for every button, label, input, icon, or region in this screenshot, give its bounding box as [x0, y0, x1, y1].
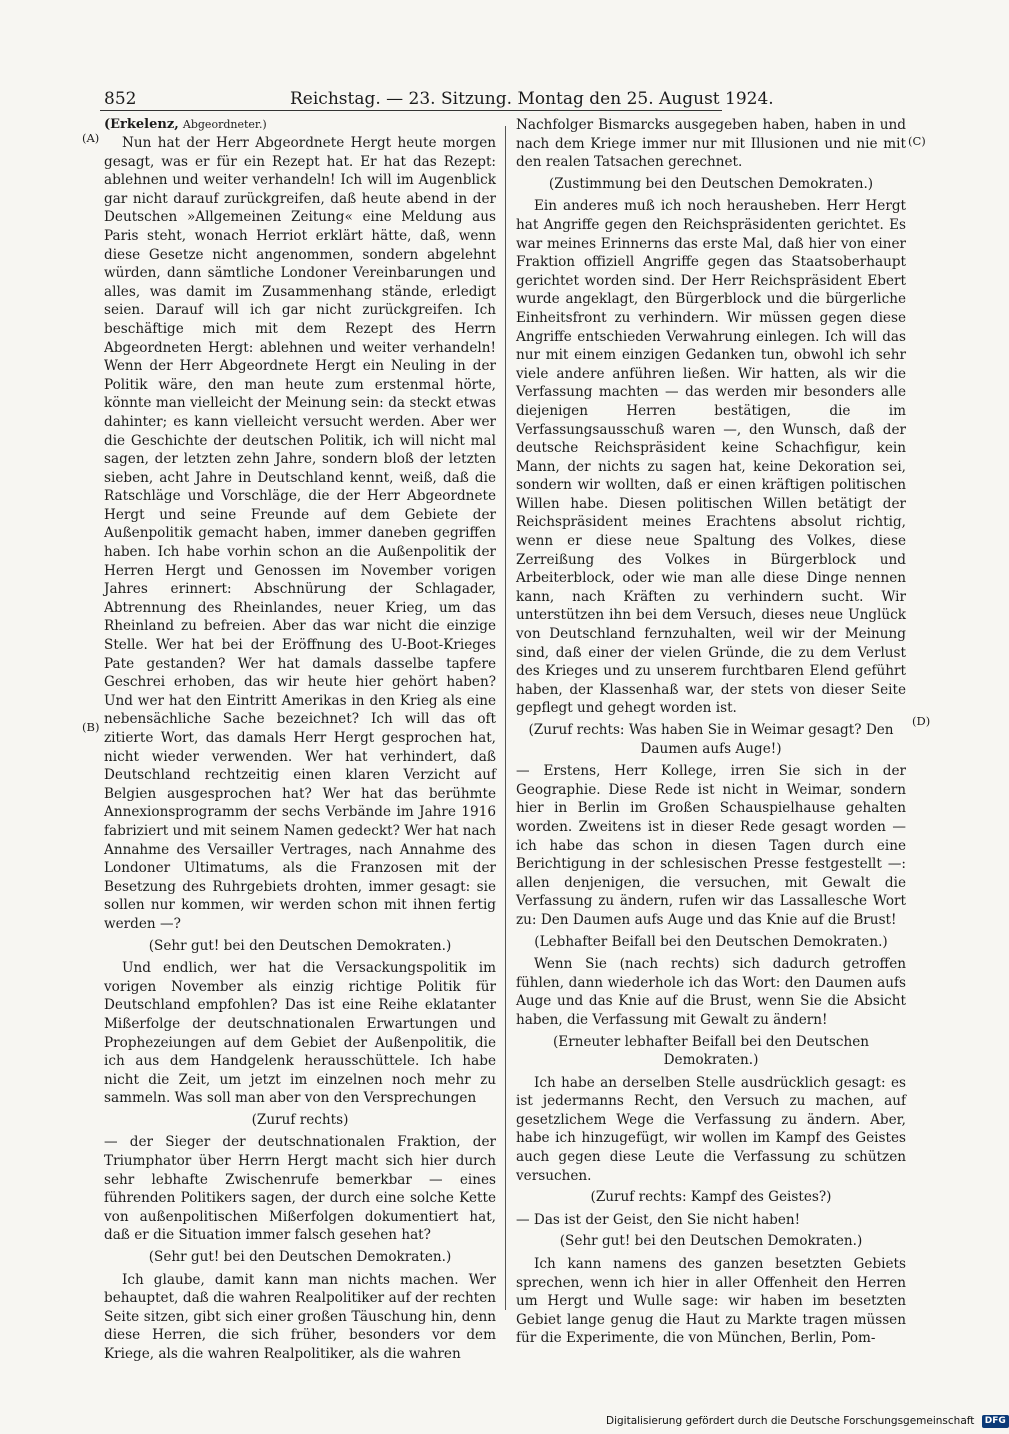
paragraph: — Das ist der Geist, den Sie nicht haben!	[516, 1211, 801, 1228]
interjection: (Lebhafter Beifall bei den Deutschen Demokraten.)	[534, 933, 888, 950]
interjection: (Zuruf rechts)	[251, 1111, 349, 1128]
paragraph: Nachfolger Bismarcks ausgegeben haben, haben in und nach dem Kriege immer nur mit Illusionen und nie mit den realen Tatsachen gerechnet.	[516, 117, 906, 171]
column-divider	[505, 126, 506, 1310]
paragraph: Ich habe an derselben Stelle ausdrücklich gesagt: es ist jedermanns Recht, den Versuch zu machen, auf gesetzlichem Wege die Verfassung zu ändern. Aber, habe ich hinzugefügt, wir wollen im Kampf des Geistes auch gegen diese Leute die Verfassung zu schützen versuchen.	[516, 1074, 906, 1184]
paragraph: — Erstens, Herr Kollege, irren Sie sich in der Geographie. Diese Rede ist nicht in Weimar, sondern hier in Berlin im Großen Schauspielhause gehalten worden. Zweitens ist in dieser Rede gesagt worden — ich habe das schon in diesen Tagen durch eine Berichtigung in der schlesischen Presse festgestellt —: allen denjenigen, die versuchen, mit Gewalt die Verfassung zu ändern, rufen wir das Lassallesche Wort zu: Den Daumen aufs Auge und das Knie auf die Brust!	[516, 763, 906, 928]
interjection: (Zuruf rechts: Was haben Sie in Weimar gesagt? Den Daumen aufs Auge!)	[528, 722, 894, 757]
speaker-role: Abgeordneter.)	[182, 118, 267, 131]
paragraph: Nun hat der Herr Abgeordnete Hergt heute morgen gesagt, was er für ein Rezept hat. Er hat das Rezept: ablehnen und weiter verhandeln! Ich will im Augenblick gar nicht darauf zurückgreifen, daß heute abend in der Deutschen »Allgemeinen Zeitung« eine Meldung aus Paris steht, wonach Herriot erklärt hätte, daß, wenn diese Gesetze nicht angenommen, sondern abgelehnt würden, dann sämtliche Londoner Vereinbarungen und alles, was damit im Zusammenhang stände, erledigt seien. Darauf will ich gar nicht zurückgreifen. Ich beschäftige mich mit dem Rezept des Herrn Abgeordneten Hergt: ablehnen und weiter verhandeln! Wenn der Herr Abgeordnete Hergt ein Neuling in der Politik wäre, den man heute zum erstenmal hörte, könnte man vielleicht der Meinung sein: da steckt etwas dahinter; es kann vielleicht versucht werden. Aber wer die Geschichte der deutschen Politik, ich will nicht mal sagen, der letzten zehn Jahre, sondern bloß der letzten sieben, acht Jahre in Deutschland kennt, weiß, daß die Ratschläge und Vorschläge, die der Herr Abgeordnete Hergt und seine Freunde auf dem Gebiete der Außenpolitik gemacht haben, immer daneben gegriffen haben. Ich habe vorhin schon an die Außenpolitik der Herren Hergt und Genossen im November vorigen Jahres erinnert: Abschnürung der Schlagader, Abtrennung des Rheinlandes, neuer Krieg, um das Rheinland zu befreien. Aber das war nicht die einzige Stelle. Wer hat bei der Eröffnung des U-Boot-Krieges Pate gestanden? Wer hat damals dasselbe tapfere Geschrei erhoben, das wir heute hier gehört haben? Und wer hat den Eintritt Amerikas in den Krieg als eine nebensächliche Sache bezeichnet? Ich will das oft zitierte Wort, das damals Herr Hergt gesprochen hat, nicht wieder verwenden. Wer hat verhindert, daß Deutschland rechtzeitig einen klaren Verzicht auf Belgien ausgesprochen hat? Wer hat das berühmte Annexionsprogramm der sechs Verbände im Jahre 1916 fabriziert und mit seinem Namen gedeckt? Wer hat nach Annahme des Versailler Vertrages, nach Annahme des Londoner Ultimatums, als die Franzosen mit der Besetzung des Ruhrgebiets drohten, immer gesagt: sie sollen nur kommen, wir werden schon mit ihnen fertig werden —?	[104, 135, 496, 932]
page-header	[104, 88, 774, 110]
page-number: 852	[104, 89, 137, 109]
interjection: (Sehr gut! bei den Deutschen Demokraten.)	[148, 937, 452, 954]
interjection: (Erneuter lebhafter Beifall bei den Deutschen Demokraten.)	[553, 1033, 869, 1069]
header-rule	[100, 110, 722, 111]
dfg-logo-icon: DFG	[982, 1415, 1009, 1428]
margin-marker-d: (D)	[912, 714, 931, 728]
header-title: Reichstag. — 23. Sitzung. Montag den 25. August 1924.	[290, 89, 774, 109]
paragraph: Ein anderes muß ich noch herausheben. Herr Hergt hat Angriffe gegen den Reichspräsidenten gerichtet. Es war meines Erinnerns das erste Mal, daß hier von einer Fraktion offiziell Angriffe gegen das Staatsoberhaupt gerichtet worden sind. Der Herr Reichspräsident Ebert wurde angeklagt, den Bürgerblock und die bürgerliche Einheitsfront zu verhindern. Wir müssen gegen diese Angriffe entschieden Verwahrung einlegen. Ich will das nur mit einem einzigen Gedanken tun, obwohl ich sehr viele andere anführen ließen. Wir hatten, als wir die Verfassung machten — das werden mir besonders alle diejenigen Herren bestätigen, die im Verfassungsausschuß waren —, den Wunsch, daß der deutsche Reichspräsident keine Schachfigur, kein Mann, der nichts zu sagen hat, keine Dekoration sei, sondern wir wollten, daß er einen kräftigen politischen Willen habe. Diesen politischen Willen betätigt der Reichspräsident meines Erachtens absolut richtig, wenn er diese neue Spaltung des Volkes, diese Zerreißung des Volkes in Bürgerblock und Arbeiterblock, oder wie man alle diese Dinge nennen kann, nach Kräften zu verhindern sucht. Wir unterstützen ihn bei dem Versuch, dieses neue Unglück von Deutschland fernzuhalten, weil wir der Meinung sind, daß einer der vielen Gründe, die zu dem Verlust des Krieges und zu unserem furchtbaren Elend geführt haben, der Klassenhaß war, der stets von dieser Seite gepflegt und gehegt worden ist.	[516, 198, 906, 717]
interjection: (Zustimmung bei den Deutschen Demokraten.)	[548, 175, 874, 192]
paragraph: — der Sieger der deutschnationalen Fraktion, der Triumphator über Herrn Hergt macht sich hier durch sehr lebhafte Zwischenrufe bemerkbar — eines führenden Politikers sagen, der durch eine solche Kette von außenpolitischen Mißerfolgen dokumentiert hat, daß er die Situation immer falsch gesehen hat?	[104, 1134, 496, 1244]
footer-text: Digitalisierung gefördert durch die Deutsche Forschungsgemeinschaft	[606, 1415, 975, 1427]
paragraph: Ich kann namens des ganzen besetzten Gebiets sprechen, wenn ich hier in aller Offenheit den Herren um Hergt und Wulle sage: wir haben im besetzten Gebiet lange genug die Haut zu Markte tragen müssen für die Experimente, die von München, Berlin, Pom-	[516, 1256, 906, 1347]
margin-marker-b: (B)	[82, 720, 100, 734]
speaker-line	[104, 116, 496, 133]
interjection: (Sehr gut! bei den Deutschen Demokraten.)	[559, 1233, 863, 1250]
margin-marker-c: (C)	[908, 134, 926, 148]
margin-marker-a: (A)	[82, 131, 100, 145]
right-column	[516, 116, 906, 1347]
left-column	[104, 116, 496, 1362]
interjection: (Zuruf rechts: Kampf des Geistes?)	[590, 1189, 832, 1206]
paragraph: Wenn Sie (nach rechts) sich dadurch getroffen fühlen, dann wiederhole ich das Wort: den Daumen aufs Auge und das Knie auf die Brust, wenn Sie die Absicht haben, die Verfassung mit Gewalt zu ändern!	[516, 956, 906, 1028]
speaker-name: (Erkelenz,	[104, 117, 179, 132]
interjection: (Sehr gut! bei den Deutschen Demokraten.)	[148, 1249, 452, 1266]
paragraph: Und endlich, wer hat die Versackungspolitik im vorigen November als einzig richtige Politik für Deutschland empfohlen? Das ist eine Reihe eklatanter Mißerfolge der deutschnationalen Erwartungen und Prophezeiungen auf dem Gebiet der Außenpolitik, die ich aus dem Handgelenk herausschüttele. Ich habe nicht die Zeit, um jetzt im einzelnen noch mehr zu sammeln. Was soll man aber von den Versprechungen	[104, 960, 496, 1107]
paragraph: Ich glaube, damit kann man nichts machen. Wer behauptet, daß die wahren Realpolitiker auf der rechten Seite sitzen, gibt sich einer großen Täuschung hin, denn diese Herren, die sich früher, besonders vor dem Kriege, als die wahren Realpolitiker, als die wahren	[104, 1271, 496, 1362]
footer-credit	[606, 1413, 1006, 1429]
